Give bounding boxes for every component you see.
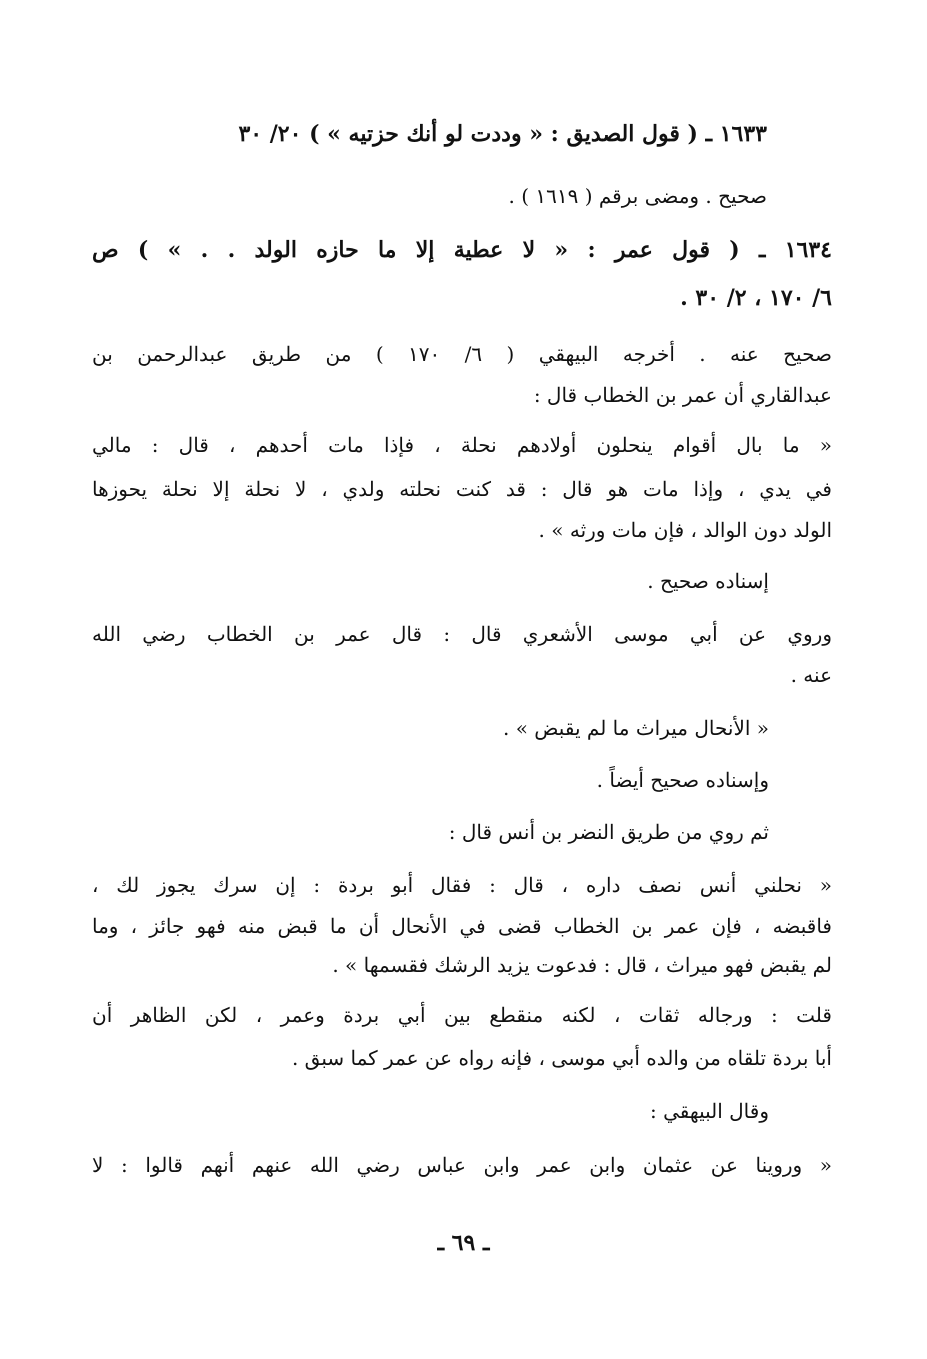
hadith-1634-heading: ١٦٣٤ ـ ( قول عمر : « لا عطية إلا ما حازه الولد . . » ) ص (92, 237, 832, 263)
text-line: ثم روي من طريق النضر بن أنس قال : (448, 820, 769, 844)
text-line: وروي عن أبي موسى الأشعري قال : قال عمر بن الخطاب رضي الله (92, 622, 832, 646)
text-line: إسناده صحيح . (647, 569, 769, 593)
text-line: قلت : ورجاله ثقات ، لكنه منقطع بين أبي بردة وعمر ، لكن الظاهر أن (92, 1003, 832, 1027)
text-line: الولد دون الوالد ، فإن مات ورثه » . (538, 518, 832, 542)
hadith-1634-reference: ٦/ ١٧٠ ، ٢/ ٣٠ . (680, 285, 832, 311)
hadith-1633-heading: ١٦٣٣ ـ ( قول الصديق : « وددت لو أنك حزتيه » ) ٢٠/ ٣٠ (238, 121, 767, 147)
text-line: « الأنحال ميراث ما لم يقبض » . (503, 716, 769, 740)
text-line: في يدي ، وإذا مات هو قال : قد كنت نحلته ولدي ، لا نحلة إلا نحلة يحوزها (92, 477, 832, 501)
text-line: وإسناده صحيح أيضاً . (596, 768, 769, 792)
hadith-1633-grading: صحيح . ومضى برقم ( ١٦١٩ ) . (508, 184, 767, 208)
text-line: عنه . (790, 663, 832, 687)
text-line: « ما بال أقوام ينحلون أولادهم نحلة ، فإذا مات أحدهم ، قال : مالي (92, 433, 832, 457)
text-line: صحيح عنه . أخرجه البيهقي ( ٦/ ١٧٠ ) من طريق عبدالرحمن بن (92, 342, 832, 366)
text-line: أبا بردة تلقاه من والده أبي موسى ، فإنه رواه عن عمر كما سبق . (291, 1046, 832, 1070)
text-line: « وروينا عن عثمان وابن عمر وابن عباس رضي الله عنهم أنهم قالوا : لا (92, 1153, 832, 1177)
text-line: فاقبضه ، فإن عمر بن الخطاب قضى في الأنحال أن ما قبض منه فهو جائز ، وما (92, 914, 832, 938)
page-number: ـ ٦٩ ـ (437, 1230, 490, 1256)
text-line: لم يقبض فهو ميراث ، قال : فدعوت يزيد الرشك فقسمها » . (332, 953, 832, 977)
text-line: عبدالقاري أن عمر بن الخطاب قال : (533, 383, 832, 407)
text-line: وقال البيهقي : (649, 1099, 769, 1123)
text-line: « نحلني أنس نصف داره ، قال : فقال أبو بردة : إن سرك يجوز لك ، (92, 873, 832, 897)
